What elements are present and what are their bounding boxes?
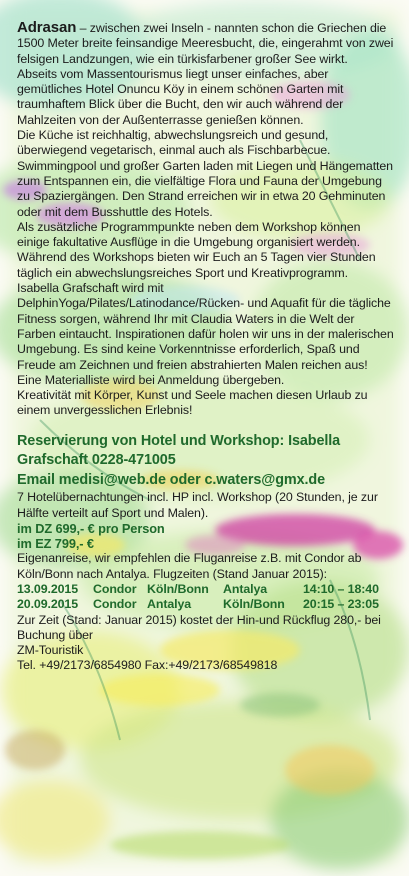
flight-row: [17, 597, 394, 612]
flight-to: Antalya: [223, 582, 268, 596]
flight-date: 20.09.2015: [17, 597, 79, 612]
closing-paragraph: Kreativität mit Körper, Kunst und Seele machen diesen Urlaub zu einem unvergesslichen Erlebnis!: [17, 388, 368, 418]
flight-airline: Condor: [93, 582, 137, 596]
reservation-email: Email medisi@web.de oder c.waters@gmx.de: [17, 471, 325, 488]
flight-from: Antalya: [147, 597, 192, 612]
price-single-room: im EZ 799,- €: [17, 536, 94, 552]
flight-time: 20:15 – 23:05: [303, 597, 379, 612]
flight-row: [17, 582, 394, 597]
flight-cost: Zur Zeit (Stand: Januar 2015) kostet der Hin-und Rückflug 280,- bei Buchung über: [17, 612, 381, 642]
flight-from: Köln/Bonn: [147, 582, 209, 596]
flight-to: Köln/Bonn: [223, 597, 285, 612]
hotel-paragraph: Abseits vom Massentourismus liegt unser einfaches, aber gemütliches Hotel Onuncu Köy in einem schönen Garten mit traumhaftem Blick über die Bucht, den wir auch während der Mahlzeiten von der Außenterrasse genießen können.: [17, 66, 344, 127]
travel-agency: ZM-Touristik: [17, 643, 84, 658]
phone-fax: Tel. +49/2173/6854980 Fax:+49/2173/68549818: [17, 658, 278, 673]
reservation-contact: Reservierung von Hotel und Workshop: Isabella Grafschaft 0228-471005: [17, 432, 341, 469]
intro-paragraph: [17, 20, 394, 67]
price-double-room: im DZ 699,- € pro Person: [17, 520, 165, 536]
fitness-paragraph: Isabella Grafschaft wird mit DelphinYoga/Pilates/Latinodance/Rücken- und Aquafit für die tägliche Fitness sorgen, während Ihr mit Claudia Waters in die Welt der Farben eintaucht. Inspirationen dafür holen wir uns in der malerischen Umgebung. Es sind keine Vorkenntnisse erforderlich, Spaß und Freude am Zeichnen und freien abstrahierten Malen reichen aus! Eine Materialliste wird bei Anmeldung übergeben.: [17, 281, 394, 387]
flyer-text: [17, 20, 394, 674]
flight-time: 14:10 – 18:40: [303, 582, 379, 596]
nights-info: 7 Hotelübernachtungen incl. HP incl. Workshop (20 Stunden, je zur Hälfte verteilt auf Sport und Malen).: [17, 490, 378, 520]
travel-info: Eigenanreise, wir empfehlen die Fluganreise z.B. mit Condor ab Köln/Bonn nach Antalya. Flugzeiten (Stand Januar 2015):: [17, 551, 362, 581]
program-paragraph: Als zusätzliche Programmpunkte neben dem Workshop können einige fakultative Ausflüge in die Umgebung organisiert werden. Während des Workshops bieten wir Euch an 5 Tagen vier Stunden täglich ein abwechslungsreiches Sport und Kreativprogramm.: [17, 219, 376, 280]
garden-paragraph: Swimmingpool und großer Garten laden mit Liegen und Hängematten zum Entspannen ein, die vielfältige Flora und Fauna der Umgebung zu Spaziergängen. Den Strand erreichen wir in etwa 20 Gehminuten oder mit dem Busshuttle des Hotels.: [17, 158, 393, 219]
flight-airline: Condor: [93, 597, 137, 612]
intro-text: – zwischen zwei Inseln - nannten schon die Griechen die 1500 Meter breite feinsandige Meeresbucht, die, eingerahmt von zwei felsigen Landzungen, wie ein türkisfarbener großer See wirkt.: [17, 21, 394, 66]
intro-title: Adrasan: [17, 19, 77, 36]
kitchen-paragraph: Die Küche ist reichhaltig, abwechslungsreich und gesund, überwiegend vegetarisch, einmal auch als Fischbarbecue.: [17, 128, 331, 158]
flight-date: 13.09.2015: [17, 582, 79, 596]
